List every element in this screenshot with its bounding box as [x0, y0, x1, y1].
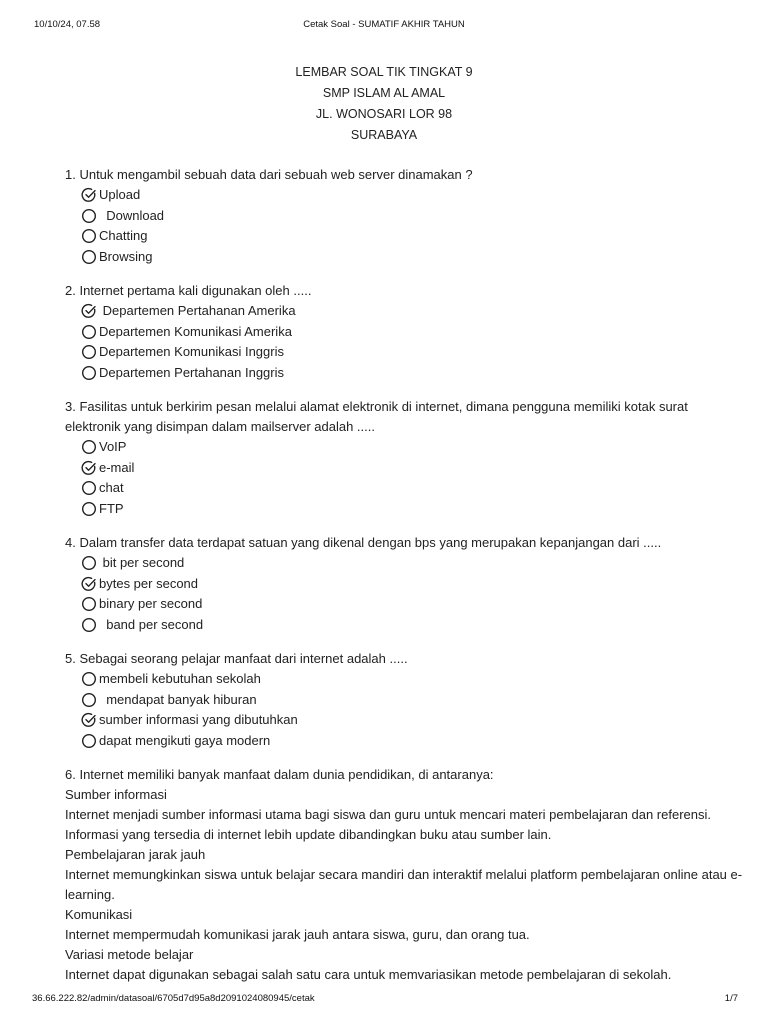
circle-icon: [81, 596, 97, 612]
answer-label: mendapat banyak hiburan: [99, 691, 257, 707]
circle-icon: [81, 365, 97, 381]
answer-option: [81, 594, 745, 615]
answer-label: e-mail: [99, 459, 135, 475]
check-circle-icon: [81, 712, 97, 728]
answer-option: [81, 499, 745, 520]
question-text: 6. Internet memiliki banyak manfaat dalam dunia pendidikan, di antaranya:: [65, 767, 494, 782]
question-6: [65, 765, 745, 985]
circle-icon: [81, 671, 97, 687]
school-name: SMP ISLAM AL AMAL: [322, 86, 446, 100]
answer-options: [65, 437, 745, 519]
answer-option: [81, 206, 745, 227]
circle-icon: [81, 617, 97, 633]
answer-option: [81, 553, 745, 574]
answer-option: [81, 226, 745, 247]
sheet-title: LEMBAR SOAL TIK TINGKAT 9: [295, 65, 473, 79]
answer-label: FTP: [99, 500, 124, 516]
question-4: [65, 533, 745, 635]
answer-option: [81, 363, 745, 384]
print-datetime: 10/10/24, 07.58: [34, 19, 101, 30]
check-circle-icon: [81, 187, 97, 203]
circle-icon: [81, 228, 97, 244]
answer-option: [81, 669, 745, 690]
answer-label: Download: [99, 207, 165, 223]
answer-label: Departemen Komunikasi Amerika: [99, 323, 292, 339]
question-2: [65, 281, 745, 383]
check-circle-icon: [81, 303, 97, 319]
essay-line: Internet memungkinkan siswa untuk belajar secara mandiri dan interaktif melalui platform pembelajaran online atau e-learning.: [65, 867, 743, 902]
question-text: 3. Fasilitas untuk berkirim pesan melalui alamat elektronik di internet, dimana pengguna memiliki kotak surat elektronik yang disimpan dalam mailserver adalah .....: [65, 399, 688, 434]
print-header: [34, 19, 734, 33]
answer-label: bit per second: [99, 555, 185, 571]
question-3: [65, 397, 745, 519]
circle-icon: [81, 480, 97, 496]
print-title: Cetak Soal - SUMATIF AKHIR TAHUN: [303, 19, 465, 30]
answer-label: Departemen Pertahanan Amerika: [99, 303, 296, 319]
answer-label: Departemen Pertahanan Inggris: [99, 364, 285, 380]
essay-line: Sumber informasi: [65, 787, 167, 802]
answer-label: band per second: [99, 616, 204, 632]
answer-label: Upload: [99, 187, 141, 203]
answer-label: chat: [99, 480, 124, 496]
print-footer: [32, 993, 738, 1007]
answer-option: [81, 574, 745, 595]
answer-label: binary per second: [99, 596, 203, 612]
answer-options: [65, 553, 745, 635]
answer-label: bytes per second: [99, 575, 199, 591]
answer-options: [65, 669, 745, 751]
answer-option: [81, 437, 745, 458]
circle-icon: [81, 344, 97, 360]
answer-label: dapat mengikuti gaya modern: [99, 732, 271, 748]
check-circle-icon: [81, 576, 97, 592]
circle-icon: [81, 439, 97, 455]
essay-line: Internet dapat digunakan sebagai salah satu cara untuk memvariasikan metode pembelajaran di sekolah.: [65, 967, 672, 982]
answer-option: [81, 710, 745, 731]
school-city: SURABAYA: [350, 128, 418, 142]
essay-line: Internet menjadi sumber informasi utama bagi siswa dan guru untuk mencari materi pembelajaran dan referensi. Informasi yang tersedia di internet lebih update dibandingkan buku atau sumber lain.: [65, 807, 711, 842]
answer-option: [81, 322, 745, 343]
circle-icon: [81, 692, 97, 708]
circle-icon: [81, 249, 97, 265]
page-number: 1/7: [724, 993, 738, 1004]
circle-icon: [81, 324, 97, 340]
circle-icon: [81, 733, 97, 749]
answer-options: [65, 185, 745, 267]
essay-line: Internet mempermudah komunikasi jarak jauh antara siswa, guru, dan orang tua.: [65, 927, 530, 942]
circle-icon: [81, 501, 97, 517]
answer-option: [81, 478, 745, 499]
answer-options: [65, 301, 745, 383]
school-address: JL. WONOSARI LOR 98: [315, 107, 453, 121]
answer-option: [81, 458, 745, 479]
answer-option: [81, 247, 745, 268]
circle-icon: [81, 555, 97, 571]
answer-option: [81, 615, 745, 636]
answer-option: [81, 185, 745, 206]
essay-line: Komunikasi: [65, 907, 133, 922]
answer-option: [81, 731, 745, 752]
essay-line: Variasi metode belajar: [65, 947, 194, 962]
print-url: 36.66.222.82/admin/datasoal/6705d7d95a8d2091024080945/cetak: [32, 993, 315, 1004]
question-text: 2. Internet pertama kali digunakan oleh .....: [65, 283, 312, 298]
essay-line: Pembelajaran jarak jauh: [65, 847, 206, 862]
answer-label: membeli kebutuhan sekolah: [99, 671, 261, 687]
circle-icon: [81, 208, 97, 224]
question-text: 5. Sebagai seorang pelajar manfaat dari internet adalah .....: [65, 651, 408, 666]
question-text: 4. Dalam transfer data terdapat satuan yang dikenal dengan bps yang merupakan kepanjangan dari .....: [65, 535, 662, 550]
question-1: [65, 165, 745, 267]
answer-label: VoIP: [99, 439, 127, 455]
answer-option: [81, 301, 745, 322]
answer-label: sumber informasi yang dibutuhkan: [99, 712, 298, 728]
question-list: [65, 165, 745, 985]
answer-label: Chatting: [99, 228, 148, 244]
question-5: [65, 649, 745, 751]
check-circle-icon: [81, 460, 97, 476]
question-text: 1. Untuk mengambil sebuah data dari sebuah web server dinamakan ?: [65, 167, 473, 182]
answer-option: [81, 342, 745, 363]
answer-label: Departemen Komunikasi Inggris: [99, 344, 284, 360]
answer-option: [81, 690, 745, 711]
answer-label: Browsing: [99, 248, 153, 264]
school-header: [0, 62, 768, 146]
